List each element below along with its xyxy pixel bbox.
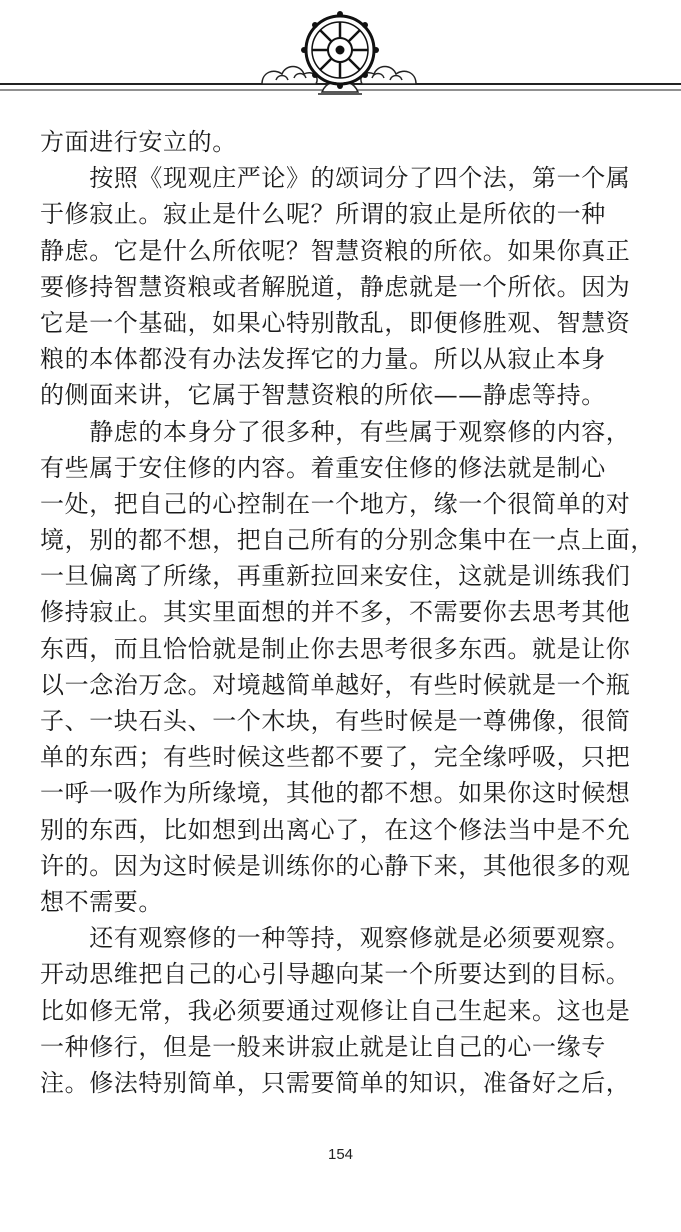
text-line: 想不需要。 xyxy=(40,887,163,916)
text-line: 按照《现观庄严论》的颂词分了四个法，第一个属 xyxy=(40,164,631,193)
text-line: 开动思维把自己的心引导趣向某一个所要达到的目标。 xyxy=(40,960,631,989)
text-line: 还有观察修的一种等持，观察修就是必须要观察。 xyxy=(40,924,631,953)
text-line: 注。修法特别简单，只需要简单的知识，准备好之后， xyxy=(40,1068,631,1097)
text-line: 单的东西；有些时候这些都不要了，完全缘呼吸，只把 xyxy=(40,743,631,772)
text-line: 别的东西，比如想到出离心了，在这个修法当中是不允 xyxy=(40,815,631,844)
text-line: 东西，而且恰恰就是制止你去思考很多东西。就是让你 xyxy=(40,634,631,663)
text-line: 有些属于安住修的内容。着重安住修的修法就是制心 xyxy=(40,453,606,482)
text-line: 一呼一吸作为所缘境，其他的都不想。如果你这时候想 xyxy=(40,779,631,808)
body-text xyxy=(40,124,655,1101)
text-line: 的侧面来讲，它属于智慧资粮的所依——静虑等持。 xyxy=(40,381,606,410)
text-line: 境，别的都不想，把自己所有的分别念集中在一点上面， xyxy=(40,526,655,555)
text-line: 粮的本体都没有办法发挥它的力量。所以从寂止本身 xyxy=(40,345,606,374)
page-number: 154 xyxy=(327,1146,354,1163)
text-line: 修持寂止。其实里面想的并不多，不需要你去思考其他 xyxy=(40,598,631,627)
text-line: 许的。因为这时候是训练你的心静下来，其他很多的观 xyxy=(40,851,631,880)
text-line: 一种修行，但是一般来讲寂止就是让自己的心一缘专 xyxy=(40,1032,606,1061)
text-line: 一旦偏离了所缘，再重新拉回来安住，这就是训练我们 xyxy=(40,562,631,591)
text-line: 于修寂止。寂止是什么呢？所谓的寂止是所依的一种 xyxy=(40,200,606,229)
text-line: 以一念治万念。对境越简单越好，有些时候就是一个瓶 xyxy=(40,670,631,699)
left-cloud-icon xyxy=(262,67,317,85)
text-line: 子、一块石头、一个木块，有些时候是一尊佛像，很简 xyxy=(40,707,631,735)
header-ornament xyxy=(0,0,681,110)
text-line: 静虑的本身分了很多种，有些属于观察修的内容， xyxy=(40,417,631,446)
text-line: 方面进行安立的。 xyxy=(40,128,237,156)
text-line: 要修持智慧资粮或者解脱道，静虑就是一个所依。因为 xyxy=(40,272,631,301)
text-line: 静虑。它是什么所依呢？智慧资粮的所依。如果你真正 xyxy=(40,236,631,265)
text-line: 一处，把自己的心控制在一个地方，缘一个很简单的对 xyxy=(40,489,631,518)
text-line: 它是一个基础，如果心特别散乱，即便修胜观、智慧资 xyxy=(40,308,631,337)
text-line: 比如修无常，我必须要通过观修让自己生起来。这也是 xyxy=(40,996,631,1025)
